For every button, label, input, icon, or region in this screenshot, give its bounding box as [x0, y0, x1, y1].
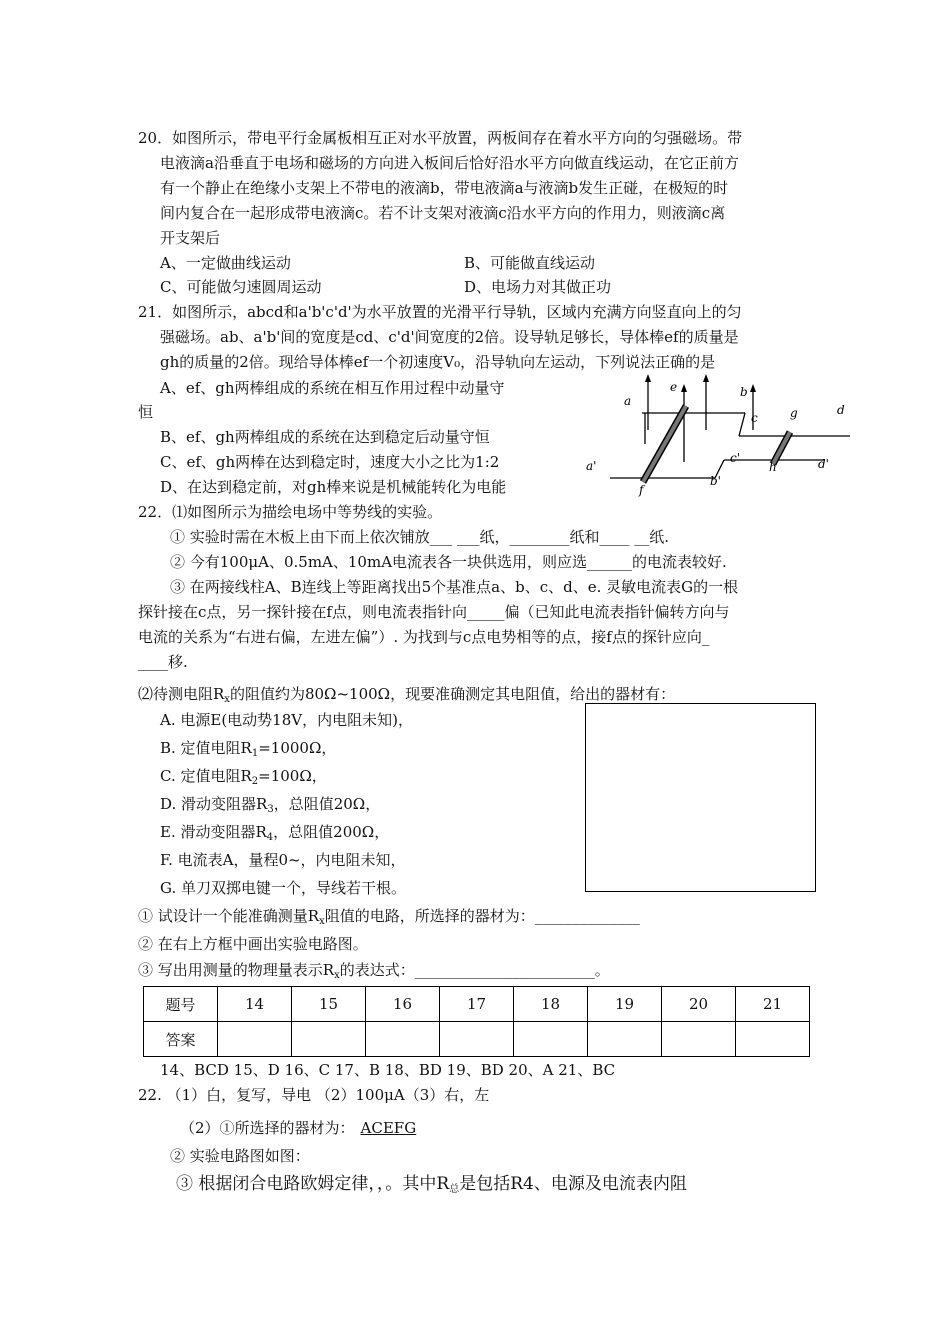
table-header-cell: 18: [514, 987, 588, 1022]
q20-line-3: 有一个静止在绝缘小支架上不带电的液滴b，带电液滴a与液滴b发生正碰，在极短的时: [160, 179, 729, 197]
q20-line-5: 开支架后: [160, 229, 221, 247]
label-b: b: [740, 385, 748, 399]
q22-item-2: ② 今有100μA、0.5mA、10mA电流表各一块供选用，则应选______的电流表较好.: [170, 553, 727, 571]
label-a-prime: a': [586, 459, 597, 473]
q20-option-b: B、可能做直线运动: [464, 254, 596, 272]
q21-line-2: 强磁场。ab、a'b'间的宽度是cd、c'd'间宽度的2倍。设导轨足够长，导体棒ef的质量是: [160, 328, 739, 346]
answer-cell-17[interactable]: [440, 1022, 514, 1057]
answers-q22-line-3: ② 实验电路图如图：: [170, 1147, 310, 1165]
task-1: ① 试设计一个能准确测量$R_x$阻值的电路，所选择的器材为：______________: [138, 907, 640, 927]
equipment-a: A. 电源E(电动势18V，内电阻未知)，: [160, 711, 413, 729]
q21-option-c: C、ef、gh两棒在达到稳定时，速度大小之比为1:2: [160, 453, 500, 471]
table-header-cell: 15: [292, 987, 366, 1022]
table-row-label: 答案: [144, 1022, 218, 1057]
answers-q22-line-4: ③ 根据闭合电路欧姆定律，，。其中$R_总$是包括R4、电源及电流表内阻: [176, 1174, 687, 1195]
answer-cell-18[interactable]: [514, 1022, 588, 1057]
answers-multiple-choice: 14、BCD 15、D 16、C 17、B 18、BD 19、BD 20、A 21、BC: [160, 1061, 616, 1079]
table-row: [144, 987, 810, 1022]
circuit-drawing-box[interactable]: [585, 703, 816, 892]
table-header-cell: 16: [366, 987, 440, 1022]
task-3: ③ 写出用测量的物理量表示$R_x$的表达式：________________________。: [138, 961, 610, 981]
answers-q22-line-1: 22. （1）白，复写，导电 （2）100μA（3）右，左: [138, 1086, 490, 1104]
q22-item-3-cont-3: ____移.: [138, 653, 188, 671]
q20-line-2: 电液滴a沿垂直于电场和磁场的方向进入板间后恰好沿水平方向做直线运动，在它正前方: [160, 154, 739, 172]
q21-option-a: A、ef、gh两棒组成的系统在相互作用过程中动量守: [160, 379, 505, 397]
label-d-prime: d': [818, 457, 829, 471]
q21-line-3: gh的质量的2倍。现给导体棒ef一个初速度V₀，沿导轨向左运动，下列说法正确的是: [160, 353, 716, 371]
q22-intro: 22．⑴如图所示为描绘电场中等势线的实验。: [138, 503, 443, 521]
label-b-prime: b': [710, 474, 721, 488]
q20-option-c: C、可能做匀速圆周运动: [160, 278, 322, 296]
q22-item-3: ③ 在两接线柱A、B连线上等距离找出5个基准点a、b、c、d、e. 灵敏电流表G的一根: [170, 578, 739, 596]
equipment-g: G. 单刀双掷电键一个，导线若干根。: [160, 879, 406, 897]
table-row: [144, 1022, 810, 1057]
label-c: c: [751, 411, 758, 425]
table-header-cell: 21: [736, 987, 810, 1022]
table-header-cell: 20: [662, 987, 736, 1022]
label-e: e: [670, 380, 678, 394]
answer-cell-14[interactable]: [218, 1022, 292, 1057]
q22-item-1: ① 实验时需在木板上由下而上依次铺放___ ___纸，________纸和____ __纸.: [170, 528, 670, 546]
label-f: f: [639, 483, 644, 497]
q20-option-d: D、电场力对其做正功: [464, 278, 612, 296]
answer-cell-20[interactable]: [662, 1022, 736, 1057]
q21-option-b: B、ef、gh两棒组成的系统在达到稳定后动量守恒: [160, 428, 490, 446]
answer-cell-16[interactable]: [366, 1022, 440, 1057]
answers-q22-line-2: （2）①所选择的器材为： ACEFG: [180, 1118, 422, 1138]
equipment-f: F. 电流表A，量程0~，内电阻未知，: [160, 851, 406, 869]
q21-option-a-cont: 恒: [138, 403, 154, 421]
selected-equipment-answer: ACEFG: [360, 1119, 417, 1137]
label-h: h: [769, 460, 777, 474]
table-header-cell: 17: [440, 987, 514, 1022]
table-header-cell: 14: [218, 987, 292, 1022]
answer-cell-15[interactable]: [292, 1022, 366, 1057]
label-c-prime: c': [730, 451, 741, 465]
task-2: ② 在右上方框中画出实验电路图。: [138, 935, 368, 953]
equipment-e: E. 滑动变阻器$R_4$，总阻值200Ω，: [160, 823, 390, 843]
answer-cell-19[interactable]: [588, 1022, 662, 1057]
equipment-d: D. 滑动变阻器$R_3$，总阻值20Ω，: [160, 795, 381, 815]
label-a: a: [624, 394, 632, 408]
q22-item-3-cont-2: 电流的关系为“右进右偏，左进左偏”）. 为找到与c点电势相等的点，接f点的探针应向_: [138, 628, 710, 646]
equipment-c: C. 定值电阻$R_2=100\Omega$，: [160, 767, 327, 787]
q21-line-1: 21．如图所示，abcd和a'b'c'd'为水平放置的光滑平行导轨，区域内充满方向竖直向上的匀: [138, 303, 742, 321]
table-header-cell: 题号: [144, 987, 218, 1022]
rails-diagram: [580, 372, 855, 502]
equipment-b: B. 定值电阻$R_1=1000\Omega$，: [160, 739, 337, 759]
table-header-cell: 19: [588, 987, 662, 1022]
answer-cell-21[interactable]: [736, 1022, 810, 1057]
q21-option-d: D、在达到稳定前，对gh棒来说是机械能转化为电能: [160, 478, 507, 496]
answer-table: [143, 986, 810, 1057]
label-g: g: [790, 406, 798, 420]
q20-line-1: 20．如图所示，带电平行金属板相互正对水平放置，两板间存在着水平方向的匀强磁场。带: [138, 129, 743, 147]
q22-part2-intro: ⑵待测电阻$R_x$的阻值约为80Ω~100Ω，现要准确测定其电阻值，给出的器材有：: [138, 685, 676, 705]
q22-item-3-cont-1: 探针接在c点，另一探针接在f点，则电流表指针向_____偏（已知此电流表指针偏转方向与: [138, 603, 730, 621]
q20-line-4: 间内复合在一起形成带电液滴c。若不计支架对液滴c沿水平方向的作用力，则液滴c离: [160, 204, 726, 222]
q20-option-a: A、一定做曲线运动: [160, 254, 291, 272]
label-d: d: [837, 403, 845, 417]
